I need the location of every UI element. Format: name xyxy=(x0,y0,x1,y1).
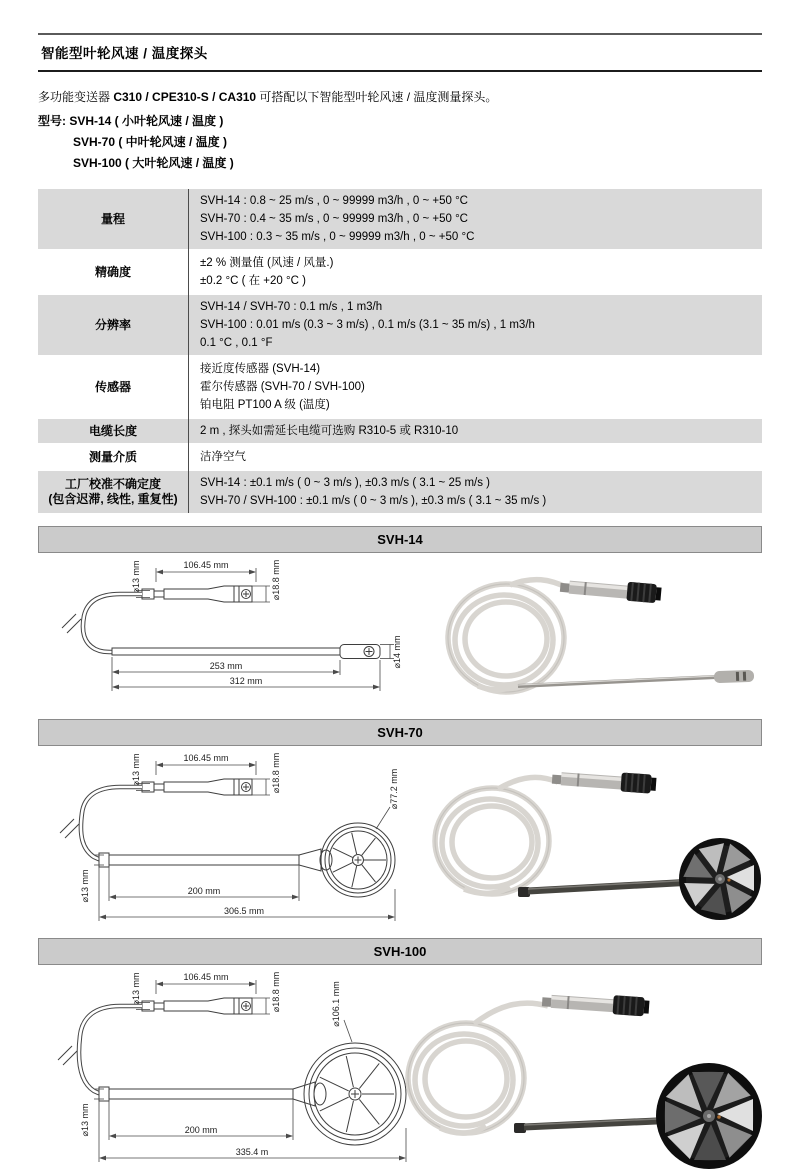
spec-label: 电缆长度 xyxy=(88,423,137,438)
dim-handle-length-label: 106.45 mm xyxy=(183,753,229,763)
dim-handle-dia-label: ⌀18.8 mm xyxy=(271,752,281,794)
svh70-photo-vane-wheel xyxy=(679,838,761,920)
spec-line: SVH-70 : 0.4 ~ 35 m/s , 0 ~ 99999 m3/h , 0 ~ +50 °C xyxy=(200,213,468,225)
svh100-handle-drawing xyxy=(136,980,270,1014)
dim-handle-length-label: 106.45 mm xyxy=(183,972,229,982)
svh100-photo-handle xyxy=(542,990,650,1016)
svh70-section-header: SVH-70 xyxy=(38,719,762,746)
spec-line: 霍尔传感器 (SVH-70 / SVH-100) xyxy=(200,381,365,393)
spec-line: SVH-14 : 0.8 ~ 25 m/s , 0 ~ 99999 m3/h , 0 ~ +50 °C xyxy=(200,195,468,207)
spec-line: SVH-14 : ±0.1 m/s ( 0 ~ 3 m/s ), ±0.3 m/s ( 3.1 ~ 25 m/s ) xyxy=(200,477,490,489)
svh100-photo-vane-wheel xyxy=(656,1063,762,1169)
svh70-product-photo xyxy=(422,749,762,925)
svh14-technical-drawing xyxy=(38,556,408,706)
model-line-svh14: 型号: SVH-14 ( 小叶轮风速 / 温度 ) xyxy=(38,114,224,128)
svh14-photo-cable-coil xyxy=(448,580,568,692)
model-line-svh100: SVH-100 ( 大叶轮风速 / 温度 ) xyxy=(73,156,234,170)
dim-probe-total-length-label: 306.5 mm xyxy=(223,906,265,916)
dim-shaft-dia-label: ⌀13 mm xyxy=(80,869,90,903)
svh100-section-header: SVH-100 xyxy=(38,938,762,965)
dim-probe-inner-length-label: 200 mm xyxy=(184,1125,218,1135)
dim-handle-dia-label: ⌀18.8 mm xyxy=(271,559,281,601)
svh100-product-photo xyxy=(426,968,762,1170)
dim-probe-inner-length-label: 253 mm xyxy=(209,661,243,671)
title-block xyxy=(38,33,762,72)
spec-label-line2: (包含迟滞, 线性, 重复性) xyxy=(48,492,178,506)
dim-shaft-dia-label: ⌀13 mm xyxy=(80,1103,90,1137)
spec-table-divider xyxy=(188,189,189,513)
dim-handle-length-label: 106.45 mm xyxy=(183,560,229,570)
datasheet-page xyxy=(0,33,800,1165)
intro-paragraph xyxy=(38,89,762,106)
svh70-photo-cable-coil xyxy=(435,777,558,894)
spec-line: SVH-100 : 0.01 m/s (0.3 ~ 3 m/s) , 0.1 m/s (3.1 ~ 35 m/s) , 1 m3/h xyxy=(200,319,535,331)
svh70-photo-probe xyxy=(518,880,694,897)
spec-line: SVH-14 / SVH-70 : 0.1 m/s , 1 m3/h xyxy=(200,301,383,313)
dim-cable-dia-label: ⌀13 mm xyxy=(131,560,141,594)
spec-table xyxy=(38,189,762,513)
model-line-svh70: SVH-70 ( 中叶轮风速 / 温度 ) xyxy=(73,135,228,149)
svh14-cable-drawing xyxy=(62,594,142,652)
spec-value xyxy=(188,357,762,417)
spec-label: 精确度 xyxy=(94,264,131,279)
spec-line: 2 m , 探头如需延长电缆可选购 R310-5 或 R310-10 xyxy=(200,425,459,437)
spec-label: 传感器 xyxy=(94,379,131,394)
spec-line: SVH-100 : 0.3 ~ 35 m/s , 0 ~ 99999 m3/h , 0 ~ +50 °C xyxy=(200,231,475,243)
spec-row-cable-length xyxy=(38,419,762,443)
spec-line: ±2 % 测量值 (风速 / 风量.) xyxy=(200,257,334,269)
intro-transmitter-models: C310 / CPE310-S / CA310 xyxy=(113,90,257,104)
spec-value xyxy=(188,295,762,355)
svh70-technical-drawing xyxy=(38,749,420,925)
spec-line: 铂电阻 PT100 A 级 (温度) xyxy=(200,399,330,411)
dim-handle-dia-label: ⌀18.8 mm xyxy=(271,971,281,1013)
svh14-handle-drawing xyxy=(136,568,270,602)
spec-label xyxy=(38,471,188,513)
spec-row-resolution xyxy=(38,295,762,355)
dim-cable-dia-label: ⌀13 mm xyxy=(131,753,141,787)
svh70-photo-handle xyxy=(552,768,657,794)
svh70-handle-drawing xyxy=(136,761,270,795)
spec-line: 洁净空气 xyxy=(200,451,246,463)
svh14-section-body xyxy=(38,556,762,706)
dim-probe-total-length-label: 335.4 m xyxy=(235,1147,269,1157)
dim-vane-dia-label: ⌀77.2 mm xyxy=(389,768,399,810)
dim-probe-total-length-label: 312 mm xyxy=(229,676,263,686)
intro-prefix: 多功能变送器 xyxy=(38,90,114,104)
spec-value xyxy=(188,189,762,249)
spec-value xyxy=(188,445,762,469)
spec-label: 量程 xyxy=(100,211,125,226)
svh100-photo-probe xyxy=(514,1118,678,1133)
svh100-section-body xyxy=(38,968,762,1170)
spec-label-line1: 工厂校准不确定度 xyxy=(64,477,161,491)
spec-label: 测量介质 xyxy=(88,449,137,464)
dim-cable-dia-label: ⌀13 mm xyxy=(131,972,141,1006)
spec-row-sensor xyxy=(38,357,762,417)
spec-label: 分辨率 xyxy=(94,317,131,332)
spec-line: 0.1 °C , 0.1 °F xyxy=(200,337,273,349)
spec-row-uncertainty xyxy=(38,471,762,513)
spec-value xyxy=(188,251,762,293)
spec-line: ±0.2 °C ( 在 +20 °C ) xyxy=(200,275,306,287)
svh100-technical-drawing xyxy=(38,968,424,1170)
spec-line: SVH-70 / SVH-100 : ±0.1 m/s ( 0 ~ 3 m/s ), ±0.3 m/s ( 3.1 ~ 35 m/s ) xyxy=(200,495,547,507)
dim-tip-dia-label: ⌀14 mm xyxy=(392,635,402,669)
svh70-section-body xyxy=(38,749,762,925)
dim-probe-inner-length-label: 200 mm xyxy=(187,886,221,896)
spec-line: 接近度传感器 (SVH-14) xyxy=(200,363,321,375)
spec-row-range xyxy=(38,189,762,249)
svh14-section-header: SVH-14 xyxy=(38,526,762,553)
svh100-probe-drawing xyxy=(94,1020,406,1162)
dim-vane-dia-label: ⌀106.1 mm xyxy=(331,981,341,1027)
spec-row-medium xyxy=(38,445,762,469)
spec-value xyxy=(188,419,762,443)
svh14-photo-handle xyxy=(560,576,662,604)
svh100-photo-cable-coil xyxy=(408,1003,548,1133)
svh70-probe-drawing xyxy=(94,807,395,921)
model-list xyxy=(38,111,762,174)
spec-value xyxy=(188,471,762,513)
page-title: 智能型叶轮风速 / 温度探头 xyxy=(41,46,208,61)
intro-suffix: 可搭配以下智能型叶轮风速 / 温度测量探头。 xyxy=(256,90,498,104)
svh70-cable-drawing xyxy=(60,787,142,861)
svh14-product-photo xyxy=(418,556,762,706)
svh100-cable-drawing xyxy=(58,1006,142,1095)
spec-row-accuracy xyxy=(38,251,762,293)
